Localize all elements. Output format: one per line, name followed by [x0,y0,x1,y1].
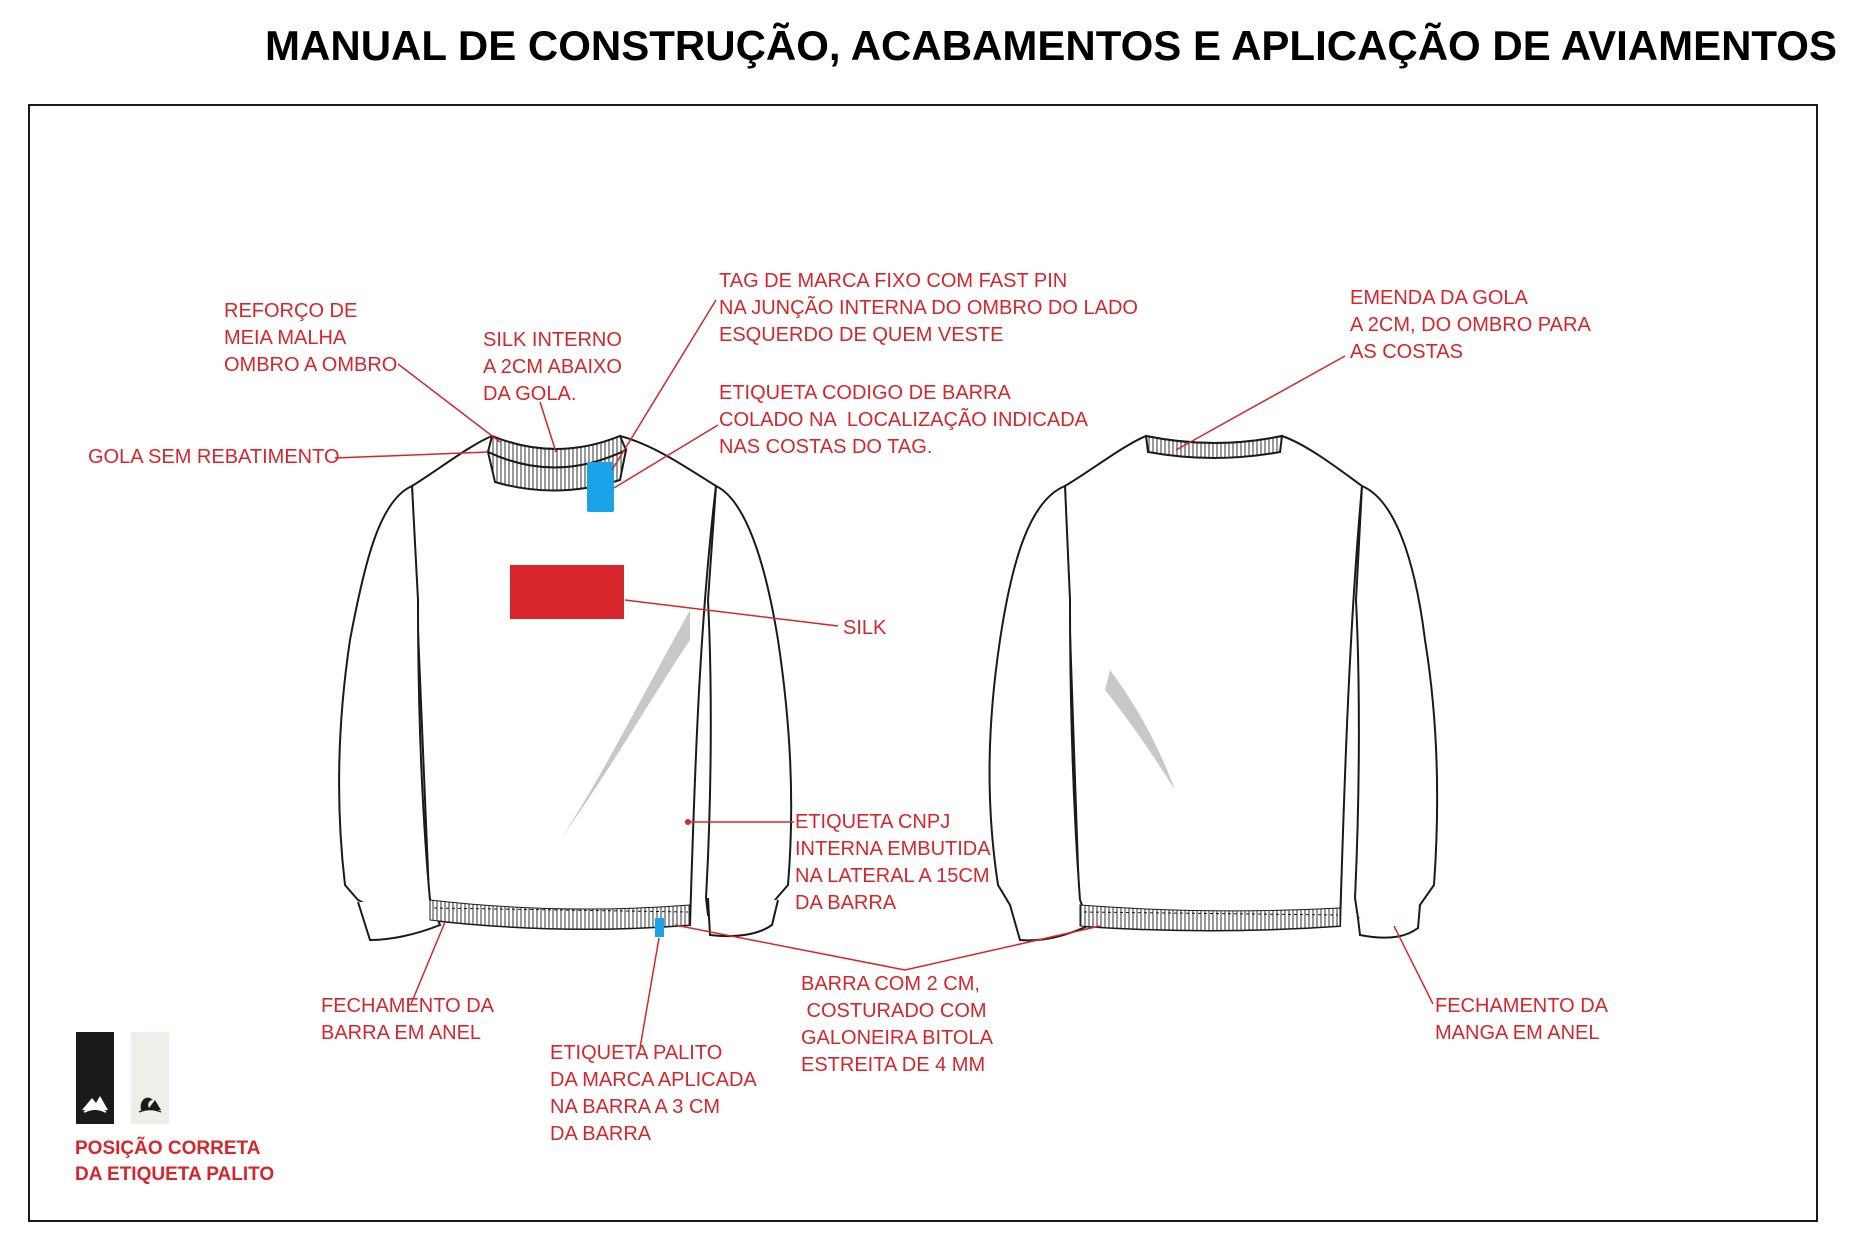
label-silk-interno: SILK INTERNO A 2CM ABAIXO DA GOLA. [483,329,622,405]
leader-palito [640,938,659,1048]
leader-silk-interno [540,402,556,452]
label-etiqueta-barra: ETIQUETA CODIGO DE BARRA COLADO NA LOCALIZAÇÃO INDICADA NAS COSTAS DO TAG. [719,382,1088,458]
brand-wave-mountain-icon [135,1090,165,1116]
leader-fech-barra [411,922,445,1004]
palito-tag-light [131,1032,169,1124]
palito-tag-dark [76,1032,114,1124]
label-silk: SILK [843,617,887,639]
label-palito: ETIQUETA PALITO DA MARCA APLICADA NA BARRA A 3 CM DA BARRA [550,1042,757,1145]
label-posicao: POSIÇÃO CORRETA DA ETIQUETA PALITO [75,1138,275,1185]
brand-wave-mountain-icon [80,1090,110,1116]
label-fech-barra: FECHAMENTO DA BARRA EM ANEL [321,995,494,1044]
label-gola: GOLA SEM REBATIMENTO [88,446,340,468]
label-barra: BARRA COM 2 CM, COSTURADO COM GALONEIRA BITOLA ESTREITA DE 4 MM [801,973,993,1076]
leader-tag-marca [612,300,716,470]
palito-tag [655,918,664,937]
silk-print-area [510,565,624,619]
label-emenda: EMENDA DA GOLA A 2CM, DO OMBRO PARA AS COSTAS [1350,287,1591,363]
label-cnpj: ETIQUETA CNPJ INTERNA EMBUTIDA NA LATERAL A 15CM DA BARRA [795,811,991,914]
leader-emenda [1176,356,1345,450]
label-tag-marca: TAG DE MARCA FIXO COM FAST PIN NA JUNÇÃO INTERNA DO OMBRO DO LADO ESQUERDO DE QUEM VESTE [719,270,1138,346]
brand-tag [587,462,614,512]
front-shirt [339,436,791,940]
page-title: MANUAL DE CONSTRUÇÃO, ACABAMENTOS E APLICAÇÃO DE AVIAMENTOS [265,22,1837,69]
label-fech-manga: FECHAMENTO DA MANGA EM ANEL [1435,995,1608,1044]
back-shirt [990,436,1438,940]
label-reforco: REFORÇO DE MEIA MALHA OMBRO A OMBRO [224,300,398,376]
leader-fech-manga [1394,926,1433,1004]
